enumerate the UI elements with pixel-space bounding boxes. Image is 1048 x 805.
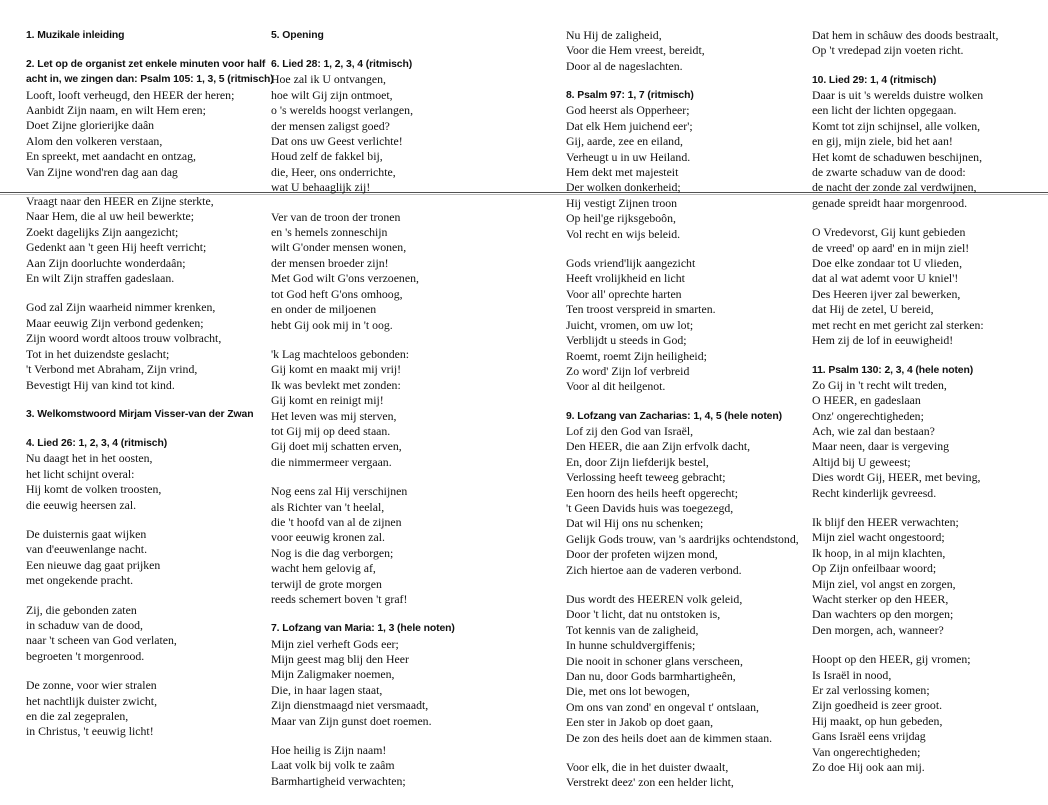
verse-line: Gij komt en reinigt mij! [271, 393, 384, 408]
verse-line: Ach, wie zal dan bestaan? [812, 423, 935, 438]
column-2 [271, 28, 533, 803]
verse-line: Met God wilt G'ons verzoenen, [271, 271, 419, 286]
verse-line: Ik blijf den HEER verwachten; [812, 514, 959, 529]
verse-line: die nimmermeer vergaan. [271, 454, 392, 469]
verse-line: Van Zijne wond'ren dag aan dag [26, 164, 178, 179]
verse-line: Dan wachters op den morgen; [812, 607, 954, 622]
verse-line: Dat wil Hij ons nu schenken; [566, 516, 704, 531]
verse-line: tot Gij mij op deed staan. [271, 423, 391, 438]
verse-line: Nu daagt het in het oosten, [26, 451, 153, 466]
verse-line: Alom den volkeren verstaan, [26, 133, 163, 148]
section-heading: 2. Let op de organist zet enkele minuten voor half [26, 59, 266, 71]
song-section [26, 57, 274, 180]
verse-line: dat Hij de zetel, U bereid, [812, 302, 934, 317]
verse-line: Een nieuwe dag gaat prijken [26, 557, 161, 572]
verse-line: Dat hem in schâuw des doods bestraalt, [812, 28, 999, 42]
verse-line: Verlossing heeft teweeg gebracht; [566, 470, 726, 485]
column-3 [566, 28, 798, 805]
verse-line: Houd zelf de fakkel bij, [271, 149, 383, 164]
verse-line: Gelijk Gods trouw, van 's aardrijks ochtendstond, [566, 531, 799, 546]
verse-line: God zal Zijn waarheid nimmer krenken, [26, 300, 216, 315]
verse-block [26, 300, 266, 392]
verse-line: De duisternis gaat wijken [26, 526, 147, 541]
verse-line: Heeft vrolijkheid en licht [566, 271, 685, 286]
verse-line: Voor die Hem vreest, bereidt, [566, 43, 705, 58]
song-section [271, 28, 533, 43]
verse-line: Door al de nageslachten. [566, 58, 683, 73]
verse-block [812, 225, 1037, 348]
verse-line: Hoe zal ik U ontvangen, [271, 72, 386, 87]
verse-line: Zoekt dagelijks Zijn aangezicht; [26, 224, 179, 239]
verse-line: tot God heft G'ons omhoog, [271, 286, 403, 301]
verse-line: met recht en met gericht zal sterken: [812, 317, 984, 332]
verse-line: Doe elke zondaar tot U vlieden, [812, 256, 963, 271]
verse-block [812, 652, 1037, 775]
verse-line: Nog eens zal Hij verschijnen [271, 484, 408, 499]
verse-line: Voor all' oprechte harten [566, 286, 682, 301]
verse-line: Maar eeuwig Zijn verbond gedenken; [26, 315, 204, 330]
verse-line: hoe wilt Gij zijn ontmoet, [271, 87, 393, 102]
verse-line: Onz' ongerechtigheden; [812, 408, 924, 423]
verse-line: wacht hem gelovig af, [271, 561, 376, 576]
verse-block [271, 743, 533, 789]
song-section [566, 409, 798, 578]
verse-line: Op Zijn onfeilbaar woord; [812, 561, 937, 576]
section-heading: 7. Lofzang van Maria: 1, 3 (hele noten) [271, 623, 455, 635]
verse-line: Zijn goedheid is zeer groot. [812, 698, 943, 713]
verse-line: De zon des heils doet aan de kimmen staan. [566, 730, 773, 745]
verse-line: en die zal zegepralen, [26, 709, 129, 724]
verse-line: Den HEER, die aan Zijn erfvolk dacht, [566, 439, 751, 454]
verse-line: Der wolken donkerheid; [566, 180, 681, 195]
verse-line: Die, in haar lagen staat, [271, 682, 383, 697]
verse-line: Dat ons uw Geest verlichte! [271, 134, 403, 149]
verse-line: de nacht der zonde zal verdwijnen, [812, 180, 977, 195]
verse-line: Gij doet mij schatten erven, [271, 439, 402, 454]
verse-line: Looft, looft verheugd, den HEER der heren; [26, 87, 235, 102]
verse-line: Zo Gij in 't recht wilt treden, [812, 377, 947, 392]
song-section [26, 28, 266, 43]
verse-line: Komt tot zijn schijnsel, alle volken, [812, 118, 981, 133]
verse-block [566, 760, 798, 791]
section-heading: 6. Lied 28: 1, 2, 3, 4 (ritmisch) [271, 59, 413, 71]
verse-line: 't Verbond met Abraham, Zijn vrind, [26, 362, 198, 377]
verse-line: Mijn ziel wacht ongestoord; [812, 530, 945, 545]
verse-line: Recht kinderlijk gevreesd. [812, 485, 937, 500]
verse-line: Aanbidt Zijn naam, en wilt Hem eren; [26, 103, 206, 118]
verse-line: Dus wordt des HEEREN volk geleid, [566, 592, 743, 606]
verse-line: Gij komt en maakt mij vrij! [271, 362, 402, 377]
verse-line: Vraagt naar den HEER en Zijne sterkte, [26, 194, 214, 209]
verse-line: Het komt de schaduwen beschijnen, [812, 149, 983, 164]
verse-line: En spreekt, met aandacht en ontzag, [26, 149, 197, 164]
song-section [26, 436, 266, 513]
section-heading: 5. Opening [271, 30, 324, 41]
verse-line: Zich hiertoe aan de vaderen verbond. [566, 562, 742, 577]
verse-line: genade spreidt haar morgenrood. [812, 195, 968, 210]
verse-line: Zo doe Hij ook aan mij. [812, 760, 925, 775]
verse-line: Voor al dit heilgenot. [566, 379, 666, 394]
song-section [271, 57, 533, 195]
verse-line: Tot kennis van de zaligheid, [566, 622, 699, 637]
verse-line: Mijn ziel verheft Gods eer; [271, 636, 399, 651]
verse-line: o 's werelds hoogst verlangen, [271, 103, 414, 118]
verse-line: die, Heer, ons onderrichte, [271, 164, 396, 179]
verse-line: Gedenkt aan 't geen Hij heeft verricht; [26, 240, 207, 255]
verse-line: Door der profeten wijzen mond, [566, 547, 718, 562]
verse-line: Mijn ziel, vol angst en zorgen, [812, 576, 956, 591]
section-heading: 8. Psalm 97: 1, 7 (ritmisch) [566, 90, 694, 102]
verse-line: Er zal verlossing komen; [812, 683, 930, 698]
verse-line: Dies wordt Gij, HEER, met beving, [812, 470, 981, 485]
verse-line: Dat elk Hem juichend eer'; [566, 118, 693, 133]
verse-line: Verblijdt u steeds in God; [566, 333, 687, 348]
verse-line: O HEER, en gadeslaan [812, 393, 921, 408]
verse-line: Roemt, roemt Zijn heiligheid; [566, 348, 707, 363]
verse-line: naar 't scheen van God verlaten, [26, 633, 177, 648]
verse-line: Nu Hij de zaligheid, [566, 28, 662, 42]
verse-line: der mensen zaligst goed? [271, 118, 390, 133]
verse-line: Zo word' Zijn lof verbreid [566, 363, 690, 378]
verse-line: Dan nu, door Gods barmhartigheên, [566, 669, 736, 684]
verse-line: God heerst als Opperheer; [566, 103, 690, 118]
verse-line: De zonne, voor wier stralen [26, 678, 157, 693]
section-heading: 9. Lofzang van Zacharias: 1, 4, 5 (hele noten) [566, 410, 782, 422]
verse-line: Tot in het duizendste geslacht; [26, 346, 170, 361]
verse-line: en gij, mijn ziele, bid het aan! [812, 134, 953, 149]
verse-line: die 't hoofd van al de zijnen [271, 514, 402, 529]
verse-line: Juicht, vromen, om uw lot; [566, 317, 694, 332]
section-heading: 10. Lied 29: 1, 4 (ritmisch) [812, 74, 937, 86]
verse-line: Den morgen, ach, wanneer? [812, 622, 944, 637]
section-heading: 1. Muzikale inleiding [26, 30, 125, 41]
verse-line: Het leven was mij sterven, [271, 408, 397, 423]
verse-block [271, 347, 533, 470]
verse-line: Zijn woord wordt altoos trouw volbracht, [26, 331, 222, 346]
verse-line: Verstrekt deez' zon een helder licht, [566, 775, 734, 790]
verse-line: Ver van de troon der tronen [271, 209, 401, 224]
verse-line: Verheugt u in uw Heiland. [566, 149, 691, 164]
verse-line: Mijn geest mag blij den Heer [271, 652, 409, 667]
verse-block [566, 28, 798, 74]
section-heading: acht in, we zingen dan: Psalm 105: 1, 3, 5 (ritmisch) [26, 74, 274, 86]
verse-block [812, 28, 1037, 59]
verse-block [566, 592, 798, 746]
verse-line: Bevestigt Hij van kind tot kind. [26, 377, 175, 392]
verse-line: begroeten 't morgenrood. [26, 648, 145, 663]
verse-line: Gods vriend'lijk aangezicht [566, 256, 696, 271]
verse-line: als Richter van 't heelal, [271, 499, 385, 514]
verse-line: die eeuwig heersen zal. [26, 497, 137, 512]
verse-line: Laat volk bij volk te zaâm [271, 758, 395, 773]
verse-line: Doet Zijne glorierijke daân [26, 118, 155, 133]
verse-line: de zwarte schaduw van de dood: [812, 165, 966, 180]
section-heading: 3. Welkomstwoord Mirjam Visser-van der Zwan [26, 408, 254, 420]
verse-line: Zijn dienstmaagd niet versmaadt, [271, 698, 429, 713]
column-4 [812, 28, 1037, 789]
verse-line: Een hoorn des heils heeft opgerecht; [566, 485, 738, 500]
verse-line: met ongekende pracht. [26, 573, 134, 588]
verse-line: Daar is uit 's werelds duistre wolken [812, 88, 984, 103]
verse-line: en onder de miljoenen [271, 302, 377, 317]
verse-line: Voor elk, die in het duister dwaalt, [566, 760, 729, 775]
verse-line: Naar Hem, die al uw heil bewerkte; [26, 209, 195, 224]
verse-line: Gij, aarde, zee en eiland, [566, 134, 683, 149]
verse-line: het licht schijnt overal: [26, 466, 135, 481]
verse-block [271, 484, 533, 607]
verse-line: een licht der lichten opgegaan. [812, 103, 957, 118]
verse-line: Hij maakt, op hun gebeden, [812, 713, 943, 728]
verse-line: En, door Zijn liefderijk bestel, [566, 454, 709, 469]
verse-line: O Vredevorst, Gij kunt gebieden [812, 225, 966, 240]
verse-line: 't Geen Davids huis was toegezegd, [566, 500, 734, 515]
verse-line: terwijl de grote morgen [271, 576, 382, 591]
song-section [26, 407, 266, 422]
verse-line: Aan Zijn doorluchte wonderdaân; [26, 255, 186, 270]
section-heading: 11. Psalm 130: 2, 3, 4 (hele noten) [812, 364, 974, 376]
verse-line: Hij komt de volken troosten, [26, 482, 162, 497]
verse-line: de vreed' op aard' en in mijn ziel! [812, 240, 970, 255]
verse-line: Des Heeren ijver zal bewerken, [812, 286, 961, 301]
column-1 [26, 28, 274, 754]
section-heading: 4. Lied 26: 1, 2, 3, 4 (ritmisch) [26, 438, 168, 450]
verse-line: Hoopt op den HEER, gij vromen; [812, 652, 971, 667]
song-section [271, 621, 533, 729]
song-section [812, 363, 1037, 501]
verse-line: Lof zij den God van Israël, [566, 423, 694, 438]
verse-line: Maar neen, daar is vergeving [812, 439, 950, 454]
verse-line: 'k Lag machteloos gebonden: [271, 346, 410, 361]
verse-line: Ten troost verspreid in smarten. [566, 302, 716, 317]
verse-line: Ik was bevlekt met zonden: [271, 377, 401, 392]
song-section [812, 73, 1037, 211]
verse-line: wilt G'onder mensen wonen, [271, 240, 407, 255]
verse-line: voor eeuwig kronen zal. [271, 530, 385, 545]
verse-line: in schaduw van de dood, [26, 617, 143, 632]
verse-line: Hem dekt met majesteit [566, 165, 679, 180]
verse-line: Gans Israël eens vrijdag [812, 729, 926, 744]
verse-line: Maar van Zijn gunst doet roemen. [271, 713, 432, 728]
verse-block [26, 194, 266, 286]
verse-line: Die, met ons lot bewogen, [566, 684, 690, 699]
song-section [566, 88, 798, 242]
verse-line: Die nooit in schoner glans verscheen, [566, 653, 743, 668]
verse-line: Hoe heilig is Zijn naam! [271, 743, 387, 758]
verse-line: Ik hoop, in al mijn klachten, [812, 545, 946, 560]
verse-line: Is Israël in nood, [812, 667, 892, 682]
verse-line: Een ster in Jakob op doet gaan, [566, 715, 714, 730]
verse-line: in Christus, 't eeuwig licht! [26, 724, 154, 739]
verse-line: en 's hemels zonneschijn [271, 225, 388, 240]
verse-line: Op heil'ge rijksgeboôn, [566, 211, 676, 226]
verse-line: van d'eeuwenlange nacht. [26, 542, 148, 557]
verse-line: Zij, die gebonden zaten [26, 602, 137, 617]
verse-line: In hunne schuldvergiffenis; [566, 638, 696, 653]
verse-line: Op 't vredepad zijn voeten richt. [812, 43, 964, 58]
verse-line: Wacht sterker op den HEER, [812, 592, 949, 606]
verse-line: Van ongerechtigheden; [812, 744, 921, 759]
verse-block [26, 678, 266, 740]
verse-line: Mijn Zaligmaker noemen, [271, 667, 395, 682]
verse-line: Altijd bij U geweest; [812, 454, 911, 469]
verse-block [566, 256, 798, 395]
verse-block [26, 603, 266, 665]
verse-block [271, 210, 533, 333]
verse-line: Hij vestigt Zijnen troon [566, 195, 678, 210]
verse-block [26, 527, 266, 589]
verse-line: hebt Gij ook mij in 't oog. [271, 317, 393, 332]
verse-line: Vol recht en wijs beleid. [566, 226, 681, 241]
verse-line: wat U behaaglijk zij! [271, 180, 371, 195]
verse-line: Door 't licht, dat nu ontstoken is, [566, 607, 721, 622]
verse-line: En wilt Zijn straffen gadeslaan. [26, 271, 175, 286]
verse-line: dat al wat ademt voor U kniel'! [812, 271, 959, 286]
verse-line: Barmhartigheid verwachten; [271, 773, 406, 788]
verse-line: Nog is die dag verborgen; [271, 545, 394, 560]
verse-line: reeds schemert boven 't graf! [271, 592, 408, 606]
verse-block [812, 515, 1037, 638]
verse-line: Hem zij de lof in eeuwigheid! [812, 333, 954, 348]
verse-line: der mensen broeder zijn! [271, 255, 389, 270]
verse-line: het nachtlijk duister zwicht, [26, 693, 158, 708]
verse-line: Om ons van zond' en ongeval t' ontslaan, [566, 699, 759, 714]
